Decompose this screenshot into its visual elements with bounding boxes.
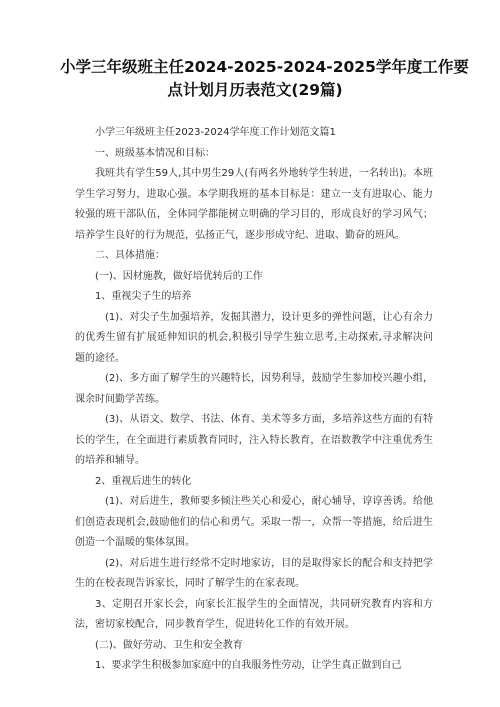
document-body [75,123,433,677]
section-subtitle: 小学三年级班主任2023-2024学年度工作计划范文篇1 [95,127,336,138]
document-title [60,56,469,102]
paragraph: (1)、对后进生，教师要多倾注些关心和爱心，耐心辅导，谆谆善诱。给他们创造表现机会,鼓励他们的信心和勇气。采取一帮一，众帮一等措施，给后进生创造一个温暖的集体氛围。 [75,496,433,548]
paragraph: 1、重视尖子生的培养 [95,291,192,302]
paragraph: (3)、从语文、数学、书法、体育、美术等多方面，多培养这些方面的有特长的学生，在全面进行素质教育同时，注入特长教育，在语数教学中注重优秀生的培养和辅导。 [75,414,433,466]
paragraph: 我班共有学生59人,其中男生29人(有两名外地转学生转进，一名转出)。本班学生学习努力，进取心强。本学期我班的基本目标是：建立一支有进取心、能力较强的班干部队伍，全体同学都能树立明确的学习目的，形成良好的学习风气；培养学生良好的行为规范，弘扬正气，逐步形成守纪、进取、勤奋的班风。 [75,168,433,241]
paragraph: 1、要求学生积极参加家庭中的自我服务性劳动，让学生真正做到自己 [95,660,402,671]
title-line-2: 点计划月历表范文(29篇) [167,81,343,99]
paragraph: (2)、多方面了解学生的兴趣特长，因势利导，鼓励学生参加校兴趣小组，课余时间勤学苦练。 [75,373,433,405]
paragraph: (二)、做好劳动、卫生和安全教育 [95,639,243,651]
page-bottom-edge [0,700,500,707]
paragraph: (1)、对尖子生加强培养，发掘其潜力，设计更多的弹性问题，让心有余力的优秀生留有扩展延伸知识的机会,积极引导学生独立思考,主动探索,寻求解决问题的途径。 [75,311,433,364]
title-line-1: 小学三年级班主任2024-2025-2024-2025学年度工作要 [60,58,469,76]
paragraph: 二、具体措施： [95,250,165,261]
paragraph: 2、重视后进生的转化 [95,475,192,487]
paragraph: 3、定期召开家长会，向家长汇报学生的全面情况，共同研究教育内容和方法，密切家校配合，同步教育学生，促进转化工作的有效开展。 [75,598,433,630]
paragraph: (2)、对后进生进行经常不定时地家访，目的是取得家长的配合和支持把学生的在校表现告诉家长，同时了解学生的在家表现。 [75,557,433,589]
paragraph: 一、班级基本情况和目标： [95,147,215,159]
paragraph: (一)、因材施教，做好培优转后的工作 [95,270,263,282]
